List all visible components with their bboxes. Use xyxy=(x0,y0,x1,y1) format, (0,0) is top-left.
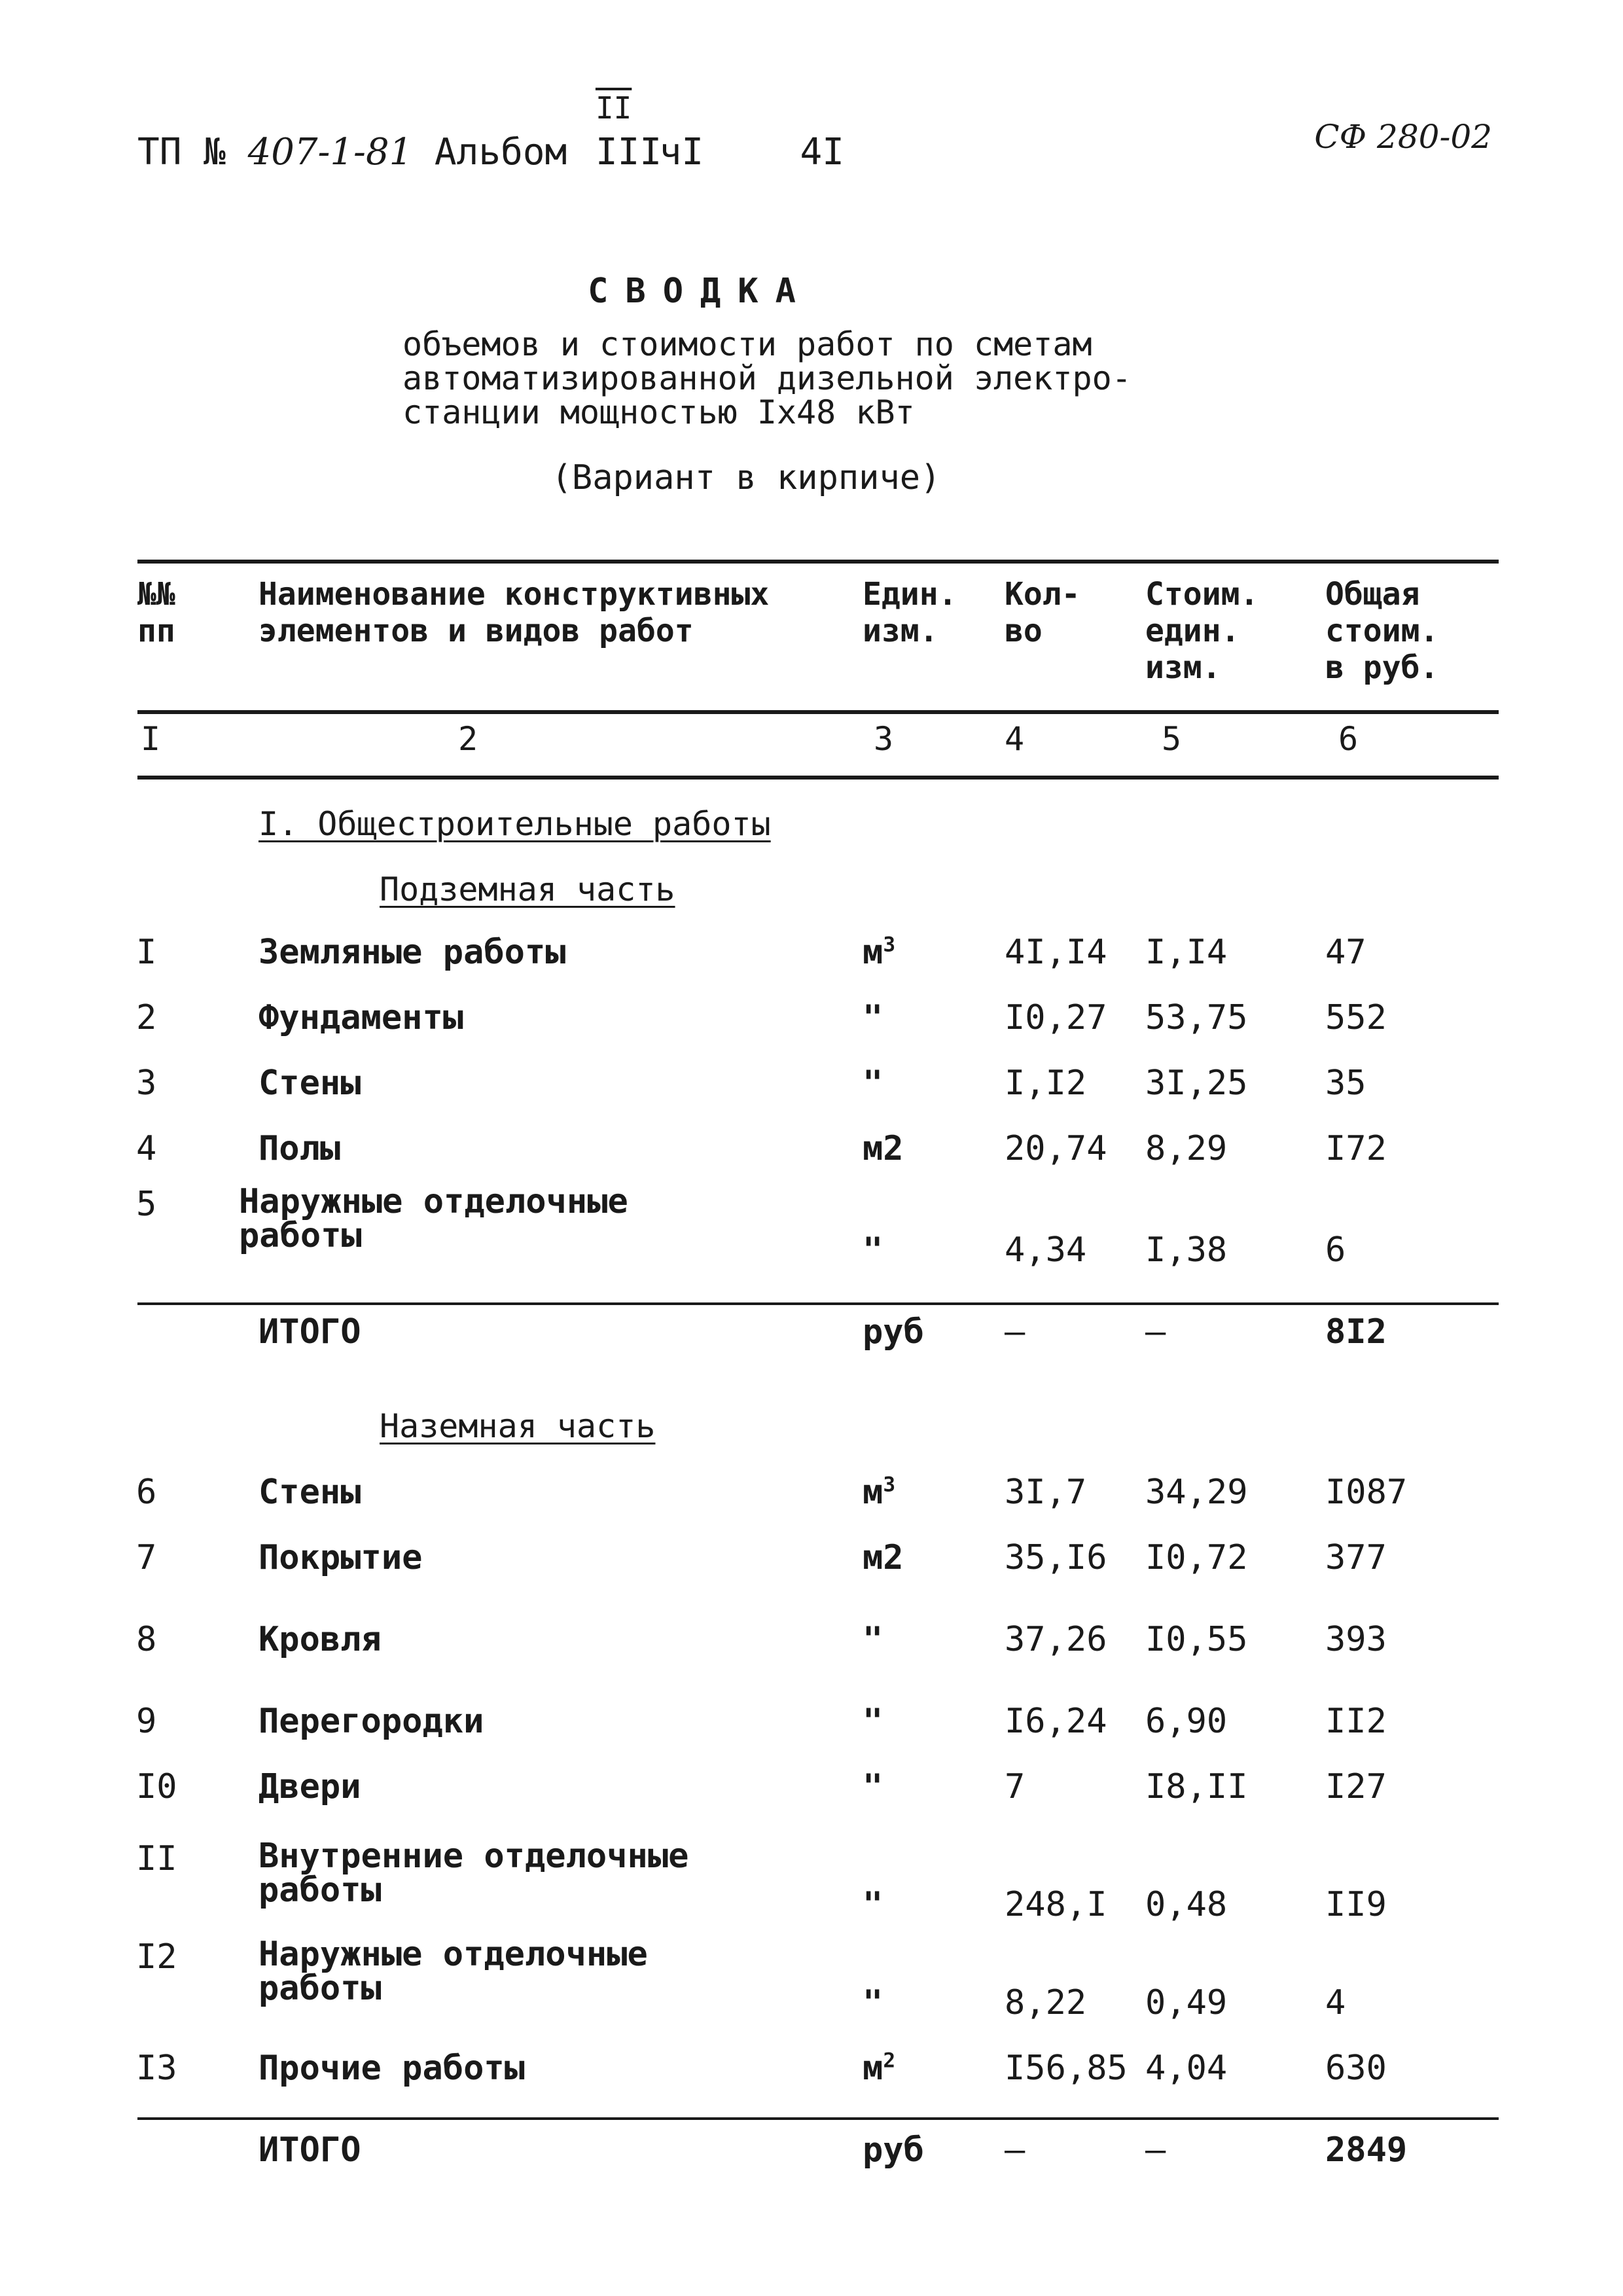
row-unit: " xyxy=(863,1702,883,1741)
col-header-unit: Един. изм. xyxy=(863,576,957,649)
row-unit: $м^3$ xyxy=(863,933,896,972)
table-row xyxy=(0,1064,1623,1109)
row-total: 393 xyxy=(1325,1620,1387,1659)
row-number: 4 xyxy=(136,1129,157,1168)
album-number-bottom: III xyxy=(595,131,662,173)
table-row xyxy=(0,1129,1623,1175)
row-price: 8,29 xyxy=(1145,1129,1228,1168)
total-price: – xyxy=(1145,2130,1166,2170)
row-qty: 248,I xyxy=(1005,1885,1107,1924)
row-name: Перегородки xyxy=(259,1702,484,1741)
row-total: 377 xyxy=(1325,1538,1387,1577)
row-unit: " xyxy=(863,1983,883,2022)
row-qty: I0,27 xyxy=(1005,998,1107,1037)
tp-number: 407-1-81 xyxy=(247,131,413,173)
row-total: I72 xyxy=(1325,1129,1387,1168)
col-number-6: 6 xyxy=(1338,720,1359,758)
table-row xyxy=(0,1767,1623,1813)
row-total: 4 xyxy=(1325,1983,1346,2022)
row-unit: " xyxy=(863,1885,883,1924)
part-label: чI xyxy=(659,131,704,173)
table-row xyxy=(0,1702,1623,1748)
total-unit: руб xyxy=(863,2130,924,2170)
table-row xyxy=(0,1182,1623,1276)
album-number-top: $\overline{II}$ xyxy=(595,90,632,126)
table-row xyxy=(0,2049,1623,2094)
row-price: I0,55 xyxy=(1145,1620,1248,1659)
variant-label: (Вариант в кирпиче) xyxy=(551,458,941,497)
row-price: I,38 xyxy=(1145,1230,1228,1270)
row-name: Покрытие xyxy=(259,1538,423,1577)
aboveground-title-text: Наземная часть xyxy=(380,1407,656,1445)
row-total: 47 xyxy=(1325,933,1366,972)
row-name: Полы xyxy=(259,1129,341,1168)
row-number: 7 xyxy=(136,1538,157,1577)
row-number: I0 xyxy=(136,1767,177,1806)
row-total: 630 xyxy=(1325,2049,1387,2088)
col-number-4: 4 xyxy=(1005,720,1025,758)
document-stamp: СФ 280-02 xyxy=(1314,118,1492,156)
tp-label: ТП № xyxy=(137,131,226,173)
row-number: I2 xyxy=(136,1937,177,1977)
page-subtitle: объемов и стоимости работ по сметам автоматизированной дизельной электро- станции мощностью Iх48 кВт xyxy=(402,325,1132,431)
col-number-1: I xyxy=(141,720,161,758)
album-label: Альбом xyxy=(434,131,567,173)
row-price: 34,29 xyxy=(1145,1473,1248,1512)
underground-total-row xyxy=(0,1312,1623,1358)
row-price: 3I,25 xyxy=(1145,1064,1248,1103)
row-number: 6 xyxy=(136,1473,157,1512)
total-value: 8I2 xyxy=(1325,1312,1387,1352)
page-title: СВОДКА xyxy=(588,272,813,311)
row-name: Внутренние отделочные работы xyxy=(259,1837,689,1910)
total-qty: – xyxy=(1005,2130,1026,2170)
col-header-qty: Кол- во xyxy=(1005,576,1080,649)
total-label: ИТОГО xyxy=(259,2130,361,2170)
row-qty: I,I2 xyxy=(1005,1064,1087,1103)
row-number: I3 xyxy=(136,2049,177,2088)
row-total: 6 xyxy=(1325,1230,1346,1270)
row-unit: $м^3$ xyxy=(863,1473,896,1512)
row-qty: 8,22 xyxy=(1005,1983,1087,2022)
row-price: I,I4 xyxy=(1145,933,1228,972)
row-price: I8,II xyxy=(1145,1767,1248,1806)
total-label: ИТОГО xyxy=(259,1312,361,1352)
row-qty: 37,26 xyxy=(1005,1620,1107,1659)
row-total: I27 xyxy=(1325,1767,1387,1806)
table-row xyxy=(0,998,1623,1044)
section-title xyxy=(259,805,771,843)
row-name: Земляные работы xyxy=(259,933,566,972)
document-header xyxy=(137,90,844,173)
row-price: I0,72 xyxy=(1145,1538,1248,1577)
row-qty: I6,24 xyxy=(1005,1702,1107,1741)
row-price: 53,75 xyxy=(1145,998,1248,1037)
row-total: II2 xyxy=(1325,1702,1387,1741)
total-price: – xyxy=(1145,1312,1166,1352)
total-qty: – xyxy=(1005,1312,1026,1352)
row-name: Двери xyxy=(259,1767,361,1806)
row-total: I087 xyxy=(1325,1473,1408,1512)
row-number: 2 xyxy=(136,998,157,1037)
row-qty: 7 xyxy=(1005,1767,1026,1806)
row-name: Стены xyxy=(259,1473,361,1512)
col-header-total: Общая стоим. в руб. xyxy=(1325,576,1439,686)
table-top-rule xyxy=(137,560,1499,564)
section-title-text: I. Общестроительные работы xyxy=(259,805,771,843)
row-name: Кровля xyxy=(259,1620,382,1659)
underground-title xyxy=(380,870,675,908)
col-header-number: №№ пп xyxy=(137,576,175,649)
row-unit: " xyxy=(863,1767,883,1806)
row-unit: м2 xyxy=(863,1538,904,1577)
row-unit: " xyxy=(863,1230,883,1270)
total-value: 2849 xyxy=(1325,2130,1408,2170)
table-row xyxy=(0,1538,1623,1584)
table-row xyxy=(0,1935,1623,2029)
col-header-unit-price: Стоим. един. изм. xyxy=(1145,576,1259,686)
row-unit: " xyxy=(863,998,883,1037)
row-qty: I56,85 xyxy=(1005,2049,1128,2088)
col-number-5: 5 xyxy=(1162,720,1182,758)
row-total: 552 xyxy=(1325,998,1387,1037)
row-price: 6,90 xyxy=(1145,1702,1228,1741)
row-price: 0,48 xyxy=(1145,1885,1228,1924)
row-number: 5 xyxy=(136,1185,157,1224)
row-number: 9 xyxy=(136,1702,157,1741)
table-row xyxy=(0,933,1623,978)
aboveground-total-row xyxy=(0,2130,1623,2176)
row-qty: 35,I6 xyxy=(1005,1538,1107,1577)
row-total: 35 xyxy=(1325,1064,1366,1103)
row-number: 3 xyxy=(136,1064,157,1103)
row-name: Стены xyxy=(259,1064,361,1103)
underground-title-text: Подземная часть xyxy=(380,870,675,908)
table-row xyxy=(0,1620,1623,1666)
row-price: 4,04 xyxy=(1145,2049,1228,2088)
column-number-rule xyxy=(137,776,1499,780)
header-rule xyxy=(137,710,1499,714)
row-qty: 3I,7 xyxy=(1005,1473,1087,1512)
row-qty: 20,74 xyxy=(1005,1129,1107,1168)
album-number xyxy=(595,90,662,173)
subtotal-rule xyxy=(137,2117,1499,2120)
row-qty: 4,34 xyxy=(1005,1230,1087,1270)
row-name: Фундаменты xyxy=(259,998,464,1037)
col-number-2: 2 xyxy=(458,720,478,758)
subtotal-rule xyxy=(137,1302,1499,1305)
table-row xyxy=(0,1837,1623,1931)
row-name: Наружные отделочные работы xyxy=(259,1935,648,2008)
row-unit: $м^2$ xyxy=(863,2049,896,2088)
row-unit: " xyxy=(863,1620,883,1659)
aboveground-title xyxy=(380,1407,655,1445)
row-unit: " xyxy=(863,1064,883,1103)
row-unit: м2 xyxy=(863,1129,904,1168)
table-row xyxy=(0,1473,1623,1518)
col-number-3: 3 xyxy=(874,720,894,758)
row-total: II9 xyxy=(1325,1885,1387,1924)
row-number: 8 xyxy=(136,1620,157,1659)
col-header-name: Наименование конструктивных элементов и видов работ xyxy=(259,576,770,649)
row-number: II xyxy=(136,1839,177,1878)
row-qty: 4I,I4 xyxy=(1005,933,1107,972)
row-name: Прочие работы xyxy=(259,2049,525,2088)
row-price: 0,49 xyxy=(1145,1983,1228,2022)
row-number: I xyxy=(136,933,157,972)
page-number: 4I xyxy=(800,131,844,173)
total-unit: руб xyxy=(863,1312,924,1352)
row-name: Наружные отделочные работы xyxy=(239,1182,628,1255)
